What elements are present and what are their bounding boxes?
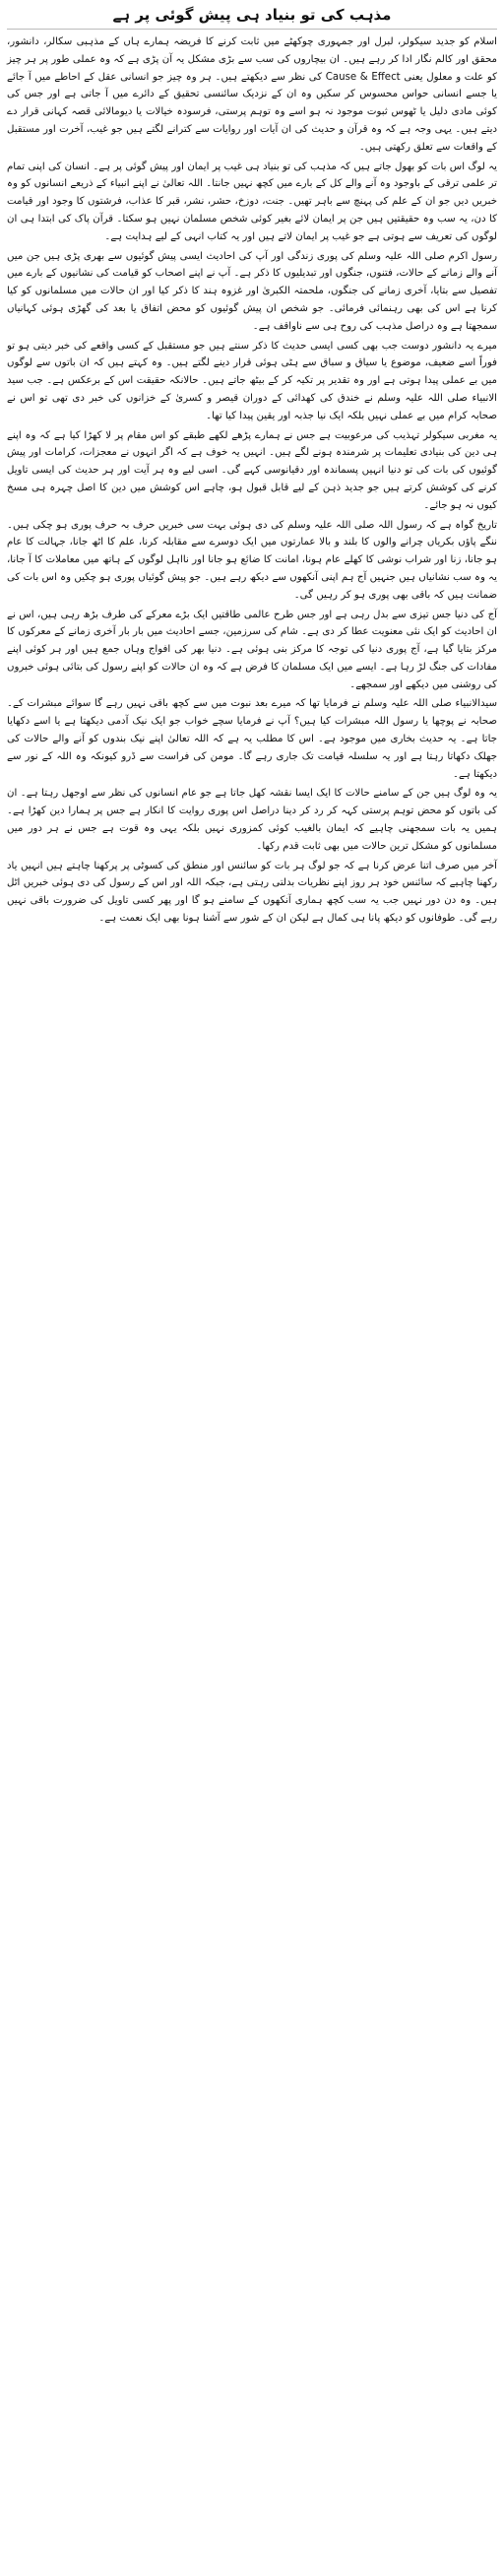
article-paragraph: یہ لوگ اس بات کو بھول جاتے ہیں کہ مذہب کی تو بنیاد ہی غیب پر ایمان اور پیش گوئی پر ہے۔ انسان کی اپنی تمام تر علمی ترقی کے باوجود وہ آنے والے کل کے بارے میں کچھ نہیں جانتا۔ اللہ تعالیٰ نے اپنے انبیاء کے ذریعے انسانوں کو وہ خبریں دیں جو ان کے علم کی پہنچ سے باہر تھیں۔ جنت، دوزخ، حشر، نشر، قبر کا عذاب، فرشتوں کا وجود اور قیامت کا دن، یہ سب وہ حقیقتیں ہیں جن پر ایمان لائے بغیر کوئی شخص مسلمان نہیں ہو سکتا۔ قرآن پاک کی ابتدا ہی ان لوگوں کی تعریف سے ہوتی ہے جو غیب پر ایمان لاتے ہیں اور یہ کتاب انہی کے لیے ہدایت ہے۔: [7, 161, 497, 242]
article-paragraph: آج کی دنیا جس تیزی سے بدل رہی ہے اور جس طرح عالمی طاقتیں ایک بڑے معرکے کی طرف بڑھ رہی ہیں، اس نے ان احادیث کو ایک نئی معنویت عطا کر دی ہے۔ شام کی سرزمین، جسے احادیث میں بار بار آخری زمانے کے معرکوں کا مرکز بتایا گیا ہے، آج پوری دنیا کی توجہ کا مرکز بنی ہوئی ہے۔ دنیا بھر کی افواج وہاں جمع ہیں اور ہر کوئی اپنے مفادات کی جنگ لڑ رہا ہے۔ ایسے میں ایک مسلمان کا فرض ہے کہ وہ ان حالات کو اپنے رسول کی بتائی ہوئی خبروں کی روشنی میں دیکھے اور سمجھے۔: [7, 609, 497, 690]
article-paragraph: اسلام کو جدید سیکولر، لبرل اور جمہوری چوکھٹے میں ثابت کرنے کا فریضہ ہمارے ہاں کے مذہبی سکالر، دانشور، محقق اور کالم نگار ادا کر رہے ہیں۔ ان بیچاروں کی سب سے بڑی مشکل یہ آن پڑی ہے کہ وہ عملی طور پر ہر چیز کو علت و معلول یعنی Cause & Effect کی نظر سے دیکھتے ہیں۔ ہر وہ چیز جو انسانی عقل کے احاطے میں آ جائے یا جسے انسانی حواس محسوس کر سکیں وہ ان کے نزدیک سائنسی تحقیق کے دائرے میں آ جاتی ہے اور جس کی کوئی مادی دلیل یا ٹھوس ثبوت موجود نہ ہو اسے وہ توہم پرستی، فرسودہ خیالات یا دیومالائی قصہ کہانی قرار دے دیتے ہیں۔ یہی وجہ ہے کہ وہ قرآن و حدیث کی ان آیات اور روایات سے کترانے لگتے ہیں جو غیب، آخرت اور مستقبل کے واقعات سے تعلق رکھتی ہیں۔: [7, 36, 498, 153]
article-title: مذہب کی تو بنیاد ہی پیش گوئی پر ہے: [7, 4, 497, 30]
article-paragraph: آخر میں صرف اتنا عرض کرنا ہے کہ جو لوگ ہر بات کو سائنس اور منطق کی کسوٹی پر پرکھنا چاہتے ہیں انہیں یاد رکھنا چاہیے کہ سائنس خود ہر روز اپنے نظریات بدلتی رہتی ہے، جبکہ اللہ اور اس کے رسول کی دی ہوئی خبریں اٹل ہیں۔ وہ دن دور نہیں جب یہ سب کچھ ہماری آنکھوں کے سامنے ہو گا اور پھر کسی تاویل کی ضرورت باقی نہیں رہے گی۔ طوفانوں کو دیکھ پانا ہی کمال ہے لیکن ان کے شور سے آشنا ہونا بھی ایک نعمت ہے۔: [7, 860, 497, 925]
article-paragraph: یہ مغربی سیکولر تہذیب کی مرعوبیت ہے جس نے ہمارے پڑھے لکھے طبقے کو اس مقام پر لا کھڑا کیا ہے کہ وہ اپنے ہی دین کی بنیادی تعلیمات پر شرمندہ ہونے لگے ہیں۔ انہیں یہ خوف ہے کہ اگر انہوں نے معجزات، کرامات اور پیش گوئیوں کی بات کی تو دنیا انہیں پسماندہ اور دقیانوسی کہے گی۔ اسی لیے وہ ہر آیت اور ہر حدیث کی ایسی تاویل کرنے کی کوشش کرتے ہیں جو جدید ذہن کے لیے قابل قبول ہو، چاہے اس کوشش میں دین کا اصل چہرہ ہی مسخ کیوں نہ ہو جائے۔: [7, 429, 497, 511]
article-paragraph: یہ وہ لوگ ہیں جن کے سامنے حالات کا ایک ایسا نقشہ کھل جاتا ہے جو عام انسانوں کی نظر سے اوجھل رہتا ہے۔ ان کی باتوں کو محض توہم پرستی کہہ کر رد کر دینا دراصل اس پوری روایت کا انکار ہے جس پر ہمارا دین کھڑا ہے۔ ہمیں یہ بات سمجھنی چاہیے کہ ایمان بالغیب کوئی کمزوری نہیں بلکہ یہی وہ قوت ہے جس نے ہر دور میں مسلمانوں کو مشکل ترین حالات میں بھی ثابت قدم رکھا۔: [7, 788, 497, 852]
article-paragraph: میرے یہ دانشور دوست جب بھی کسی ایسی حدیث کا ذکر سنتے ہیں جو مستقبل کے کسی واقعے کی خبر دیتی ہو تو فوراً اسے ضعیف، موضوع یا سیاق و سباق سے ہٹی ہوئی قرار دینے لگتے ہیں۔ وہ کہتے ہیں کہ ان باتوں سے لوگوں میں بے عملی پیدا ہوتی ہے اور وہ تقدیر پر تکیہ کر کے بیٹھ جاتے ہیں۔ حالانکہ حقیقت اس کے برعکس ہے۔ جب سید الانبیاء صلی اللہ علیہ وسلم نے خندق کی کھدائی کے دوران قیصر و کسریٰ کے خزانوں کی خبر دی تھی تو اس نے صحابہ کرام میں بے عملی نہیں بلکہ ایک نیا جذبہ اور یقین پیدا کیا تھا۔: [7, 340, 497, 421]
article-paragraph: رسول اکرم صلی اللہ علیہ وسلم کی پوری زندگی اور آپ کی احادیث ایسی پیش گوئیوں سے بھری پڑی ہیں جن میں آنے والے زمانے کے حالات، فتنوں، جنگوں اور تبدیلیوں کا ذکر ہے۔ آپ نے اپنے اصحاب کو قیامت کی نشانیوں کے بارے میں تفصیل سے بتایا، آخری زمانے کی جنگوں، ملحمتہ الکبریٰ اور غزوہ ہند کا ذکر کیا اور ان حالات میں مسلمانوں کو کیا کرنا ہے اس کی بھی رہنمائی فرمائی۔ جو شخص ان پیش گوئیوں کو محض اتفاق یا بعد کی گھڑی ہوئی کہانیاں سمجھتا ہے وہ دراصل مذہب کی روح ہی سے ناواقف ہے۔: [7, 250, 497, 332]
article-body: [7, 33, 497, 928]
article-paragraph: سیدالانبیاء صلی اللہ علیہ وسلم نے فرمایا تھا کہ میرے بعد نبوت میں سے کچھ باقی نہیں رہے گا سوائے مبشرات کے۔ صحابہ نے پوچھا یا رسول اللہ مبشرات کیا ہیں؟ آپ نے فرمایا سچے خواب جو ایک نیک آدمی دیکھتا ہے یا اسے دکھایا جاتا ہے۔ یہ حدیث بخاری میں موجود ہے۔ اس کا مطلب یہ ہے کہ اللہ تعالیٰ اپنے نیک بندوں کو آنے والے حالات کی جھلک دکھاتا رہتا ہے اور یہ سلسلہ قیامت تک جاری رہے گا۔ مومن کی فراست سے ڈرو کیونکہ وہ اللہ کے نور سے دیکھتا ہے۔: [7, 698, 497, 780]
article-paragraph: تاریخ گواہ ہے کہ رسول اللہ صلی اللہ علیہ وسلم کی دی ہوئی بہت سی خبریں حرف بہ حرف پوری ہو چکی ہیں۔ ننگے پاؤں بکریاں چرانے والوں کا بلند و بالا عمارتوں میں ایک دوسرے سے مقابلہ کرنا، علم کا اٹھ جانا، جہالت کا عام ہو جانا، زنا اور شراب نوشی کا کھلے عام ہونا، امانت کا ضائع ہو جانا اور نااہل لوگوں کے ہاتھ میں معاملات کا آ جانا، یہ وہ سب نشانیاں ہیں جنہیں آج ہم اپنی آنکھوں سے دیکھ رہے ہیں۔ جو پیش گوئیاں پوری ہو چکیں وہ اس بات کی ضمانت ہیں کہ باقی بھی پوری ہو کر رہیں گی۔: [7, 519, 497, 601]
